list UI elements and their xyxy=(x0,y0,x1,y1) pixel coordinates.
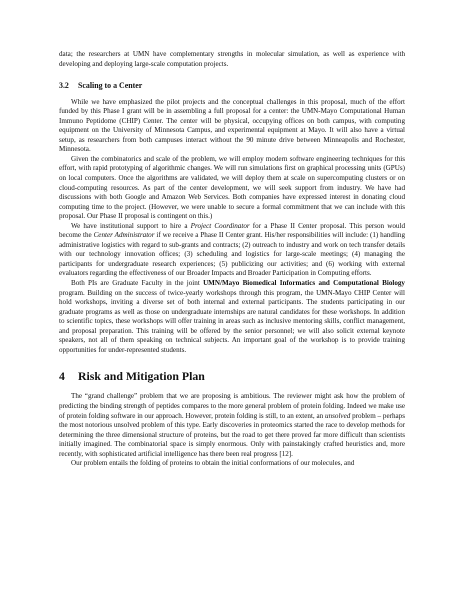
text-run: The “grand challenge” problem that we are proposing is ambitious. The reviewer might ask how the problem of predicting the binding strength of peptides compares to the more general problem of protein folding. Indeed we make use of protein folding software in our approach. However, protein folding is still, to an extent, an xyxy=(59,392,405,420)
paragraph-folding-problem: Our problem entails the folding of proteins to obtain the initial conformations of our molecules, and xyxy=(71,459,355,468)
paragraph-software-engineering: Given the combinatorics and scale of the problem, we will employ modern software engineering techniques for this effort, with rapid prototyping of algorithmic changes. We will run simulations first on graphical processing units (GPUs) on local computers. Once the algorithms are validated, we will deploy them at scale on supercomputing clusters or on cloud-computing resources. As part of the center development, we will seek support from industry. We have had discussions with both Google and Amazon Web Services. Both companies have expressed interest in donating cloud computing time to the project. (However, we were unable to secure a formal commitment that we can include with this proposal. Our Phase II proposal is contingent on this.) xyxy=(59,154,405,221)
text-run: We have institutional support to hire a xyxy=(71,221,191,230)
paragraph-grand-challenge xyxy=(59,392,405,459)
emphasis-unsolved: unsolved xyxy=(325,411,351,420)
text-run: for a Phase II Center proposal. This person would become the xyxy=(59,221,405,240)
text-run: Both PIs are Graduate Faculty in the joint xyxy=(71,279,204,288)
bold-program-name: UMN/Mayo Biomedical Informatics and Computational Biology xyxy=(203,279,405,288)
emphasis-center-administrator: Center Administrator xyxy=(93,231,155,240)
text-run: if we receive a Phase II Center grant. His/her responsibilities will include: (1) handling administrative logistics with regard to sub-grants and contracts; (2) outreach to industry and work on tech transfer details with our technology innovation offices; (3) scheduling and logistics for large-scale meetings; (4) managing the participants for undergraduate research experiences; (5) publicizing our activities; and (6) working with external evaluators regarding the effectiveness of our Broader Impacts and Broader Participation in Computing efforts. xyxy=(59,231,406,278)
section-4-heading xyxy=(59,370,405,383)
section-number: 4 xyxy=(59,369,65,384)
paragraph-center-overview: While we have emphasized the pilot projects and the conceptual challenges in this proposal, much of the effort funded by this Phase I grant will be in assembling a full proposal for a center: the UMN-Mayo Computational Human Immuno Peptidome (CHIP) Center. The center will be physical, occupying offices on both campus, with computing equipment on the University of Minnesota Campus, and experimental equipment at Mayo. It will also have a virtual setup, as researchers from both campuses interact without the 90 minute drive between Minneapolis and Rochester, Minnesota. xyxy=(59,97,405,154)
paragraph-project-coordinator xyxy=(59,222,405,279)
text-run: problem – perhaps the most notorious unsolved problem of this type. Early discoveries in proteomics started the race to develop methods for determining the three dimensional structure of proteins, but the road to get there proved far more difficult than scientists initially imagined. The combinatorial space is simply enormous. Only with painstakingly crafted heuristics and, more recently, with sophisticated artificial intelligence has there been real progress [12]. xyxy=(59,411,405,458)
section-number: 3.2 xyxy=(59,81,69,91)
section-title: Scaling to a Center xyxy=(78,81,143,91)
section-3-2-heading xyxy=(59,81,405,91)
section-title: Risk and Mitigation Plan xyxy=(78,369,205,384)
text-run: program. Building on the success of twice-yearly workshops through this program, the UMN-Mayo CHIP Center will hold workshops, inviting a diverse set of both internal and external participants. The students participating in our graduate programs as well as those on undergraduate internships are natural candidates for these workshops. In addition to scientific topics, these workshops will offer training in areas such as inclusive mentoring skills, conflict management, and proposal preparation. This training will be offered by the senior personnel; we will also solicit external keynote speakers, not all of them speaking on technical subjects. An important goal of the workshop is to provide training opportunities for under-represented students. xyxy=(59,288,405,354)
paragraph-workshops xyxy=(59,279,405,355)
intro-paragraph: data; the researchers at UMN have complementary strengths in molecular simulation, as well as experience with developing and deploying large-scale computation projects. xyxy=(59,50,405,68)
emphasis-project-coordinator: Project Coordinator xyxy=(190,221,250,230)
